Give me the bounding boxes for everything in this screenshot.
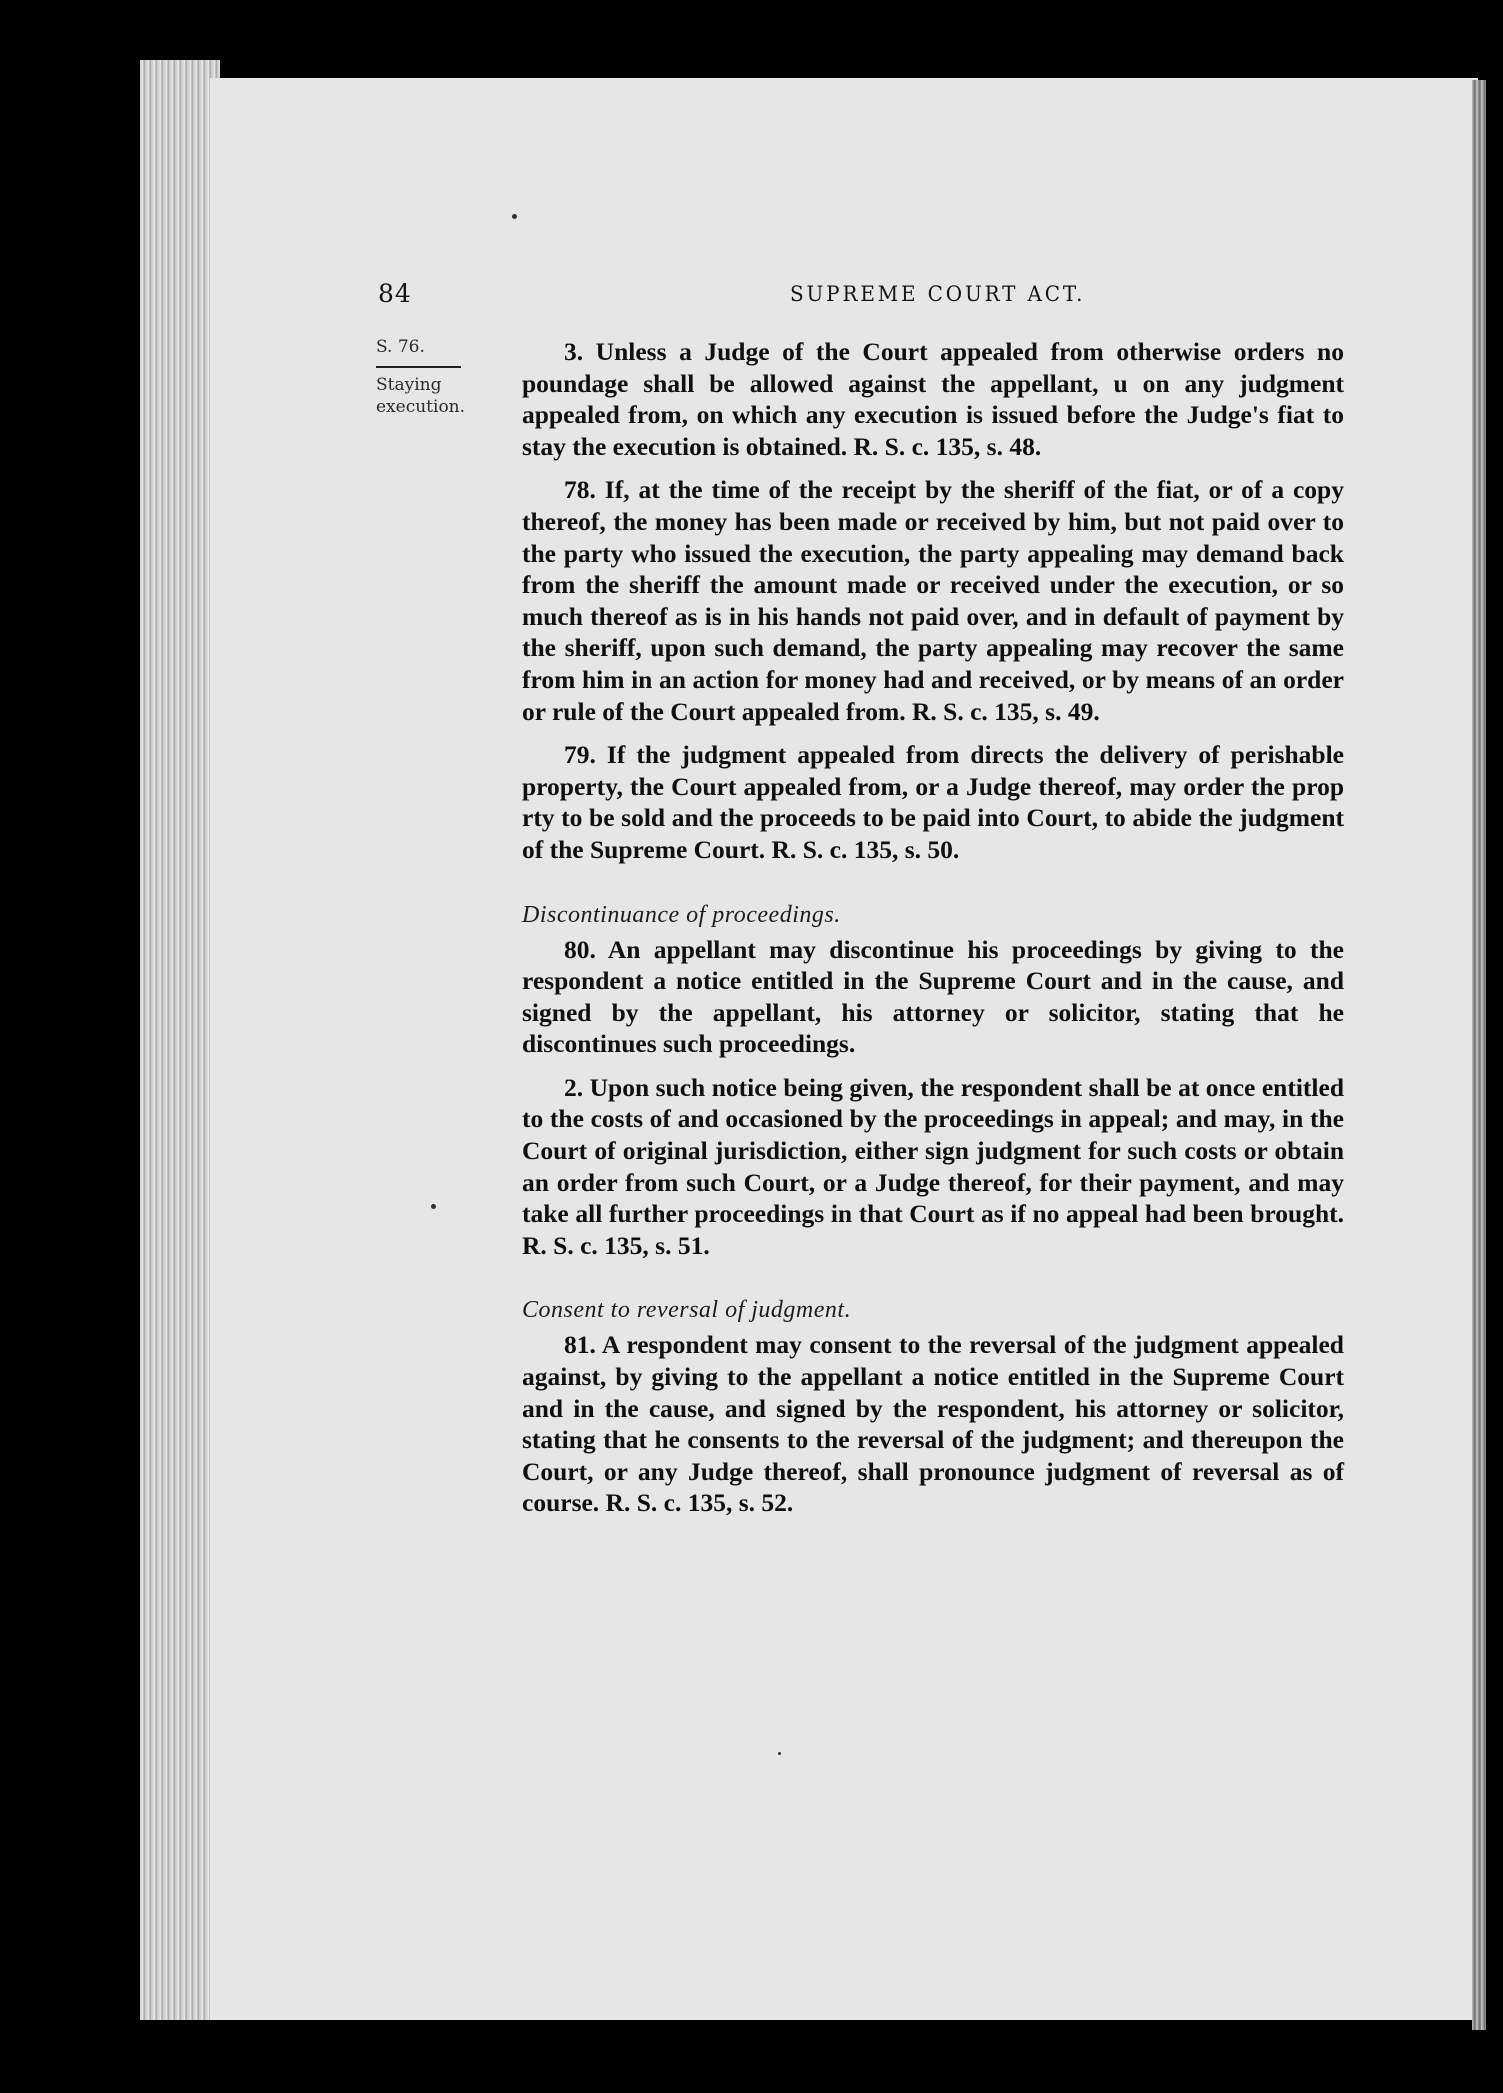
margin-section-ref: S. 76. [376, 336, 461, 368]
speck-mark [512, 214, 517, 219]
paragraph: 3. Unless a Judge of the Court appealed from otherwise orders no poundage shall be allowed against the appellant, u on any judgment appealed from, on which any execution is issued before the Judge's fiat to stay the execution is obtained. R. S. c. 135, s. 48. [522, 337, 1344, 461]
paragraph: 80. An appellant may discontinue his proceedings by giving to the respondent a notice entitled in the Supreme Court and in the cause, and signed by the appellant, his attorney or solicitor, stating that he discontinues such proceedings. [522, 934, 1344, 1059]
book-page-edges-right [1472, 80, 1486, 2030]
margin-note-line: Staying [376, 375, 442, 395]
running-head: SUPREME COURT ACT. [790, 282, 1086, 306]
book-page-edges-left [140, 60, 220, 2020]
section-heading: Discontinuance of proceedings. [522, 901, 841, 928]
paragraph: 2. Upon such notice being given, the respondent shall be at once entitled to the costs of and occasioned by the proceedings in appeal; and may, in the Court of original jurisdiction, either sign judgment for such costs or obtain an order from such Court, or a Judge thereof, for their payment, and may take all further proceedings in that Court as if no appeal had been brought. R. S. c. 135, s. 51. [522, 1072, 1344, 1260]
speck-mark [778, 1752, 781, 1755]
body-text [522, 336, 1344, 1519]
speck-mark [431, 1204, 436, 1209]
margin-note-line: execution. [376, 397, 466, 417]
page-number: 84 [378, 279, 412, 308]
paragraph: 79. If the judgment appealed from directs the delivery of perishable property, the Court appealed from, or a Judge thereof, may order the prop rty to be sold and the proceeds to be paid into Court, to abide the judgment of the Supreme Court. R. S. c. 135, s. 50. [522, 740, 1344, 864]
paragraph: 81. A respondent may consent to the reversal of the judgment appealed against, by giving to the appellant a notice entitled in the Supreme Court and in the cause, and signed by the respondent, his attorney or solicitor, stating that he consents to the reversal of the judgment; and thereupon the Court, or any Judge thereof, shall pronounce judgment of reversal as of course. R. S. c. 135, s. 52. [522, 1330, 1344, 1518]
paragraph: 78. If, at the time of the receipt by the sheriff of the fiat, or of a copy thereof, the money has been made or received by him, but not paid over to the party who issued the execution, the party appealing may demand back from the sheriff the amount made or received under the execution, or so much thereof as is in his hands not paid over, and in default of payment by the sheriff, upon such demand, the party appealing may recover the same from him in an action for money had and received, or by means of an order or rule of the Court appealed from. R. S. c. 135, s. 49. [522, 475, 1344, 726]
margin-note [376, 336, 496, 418]
section-heading: Consent to reversal of judgment. [522, 1297, 852, 1324]
